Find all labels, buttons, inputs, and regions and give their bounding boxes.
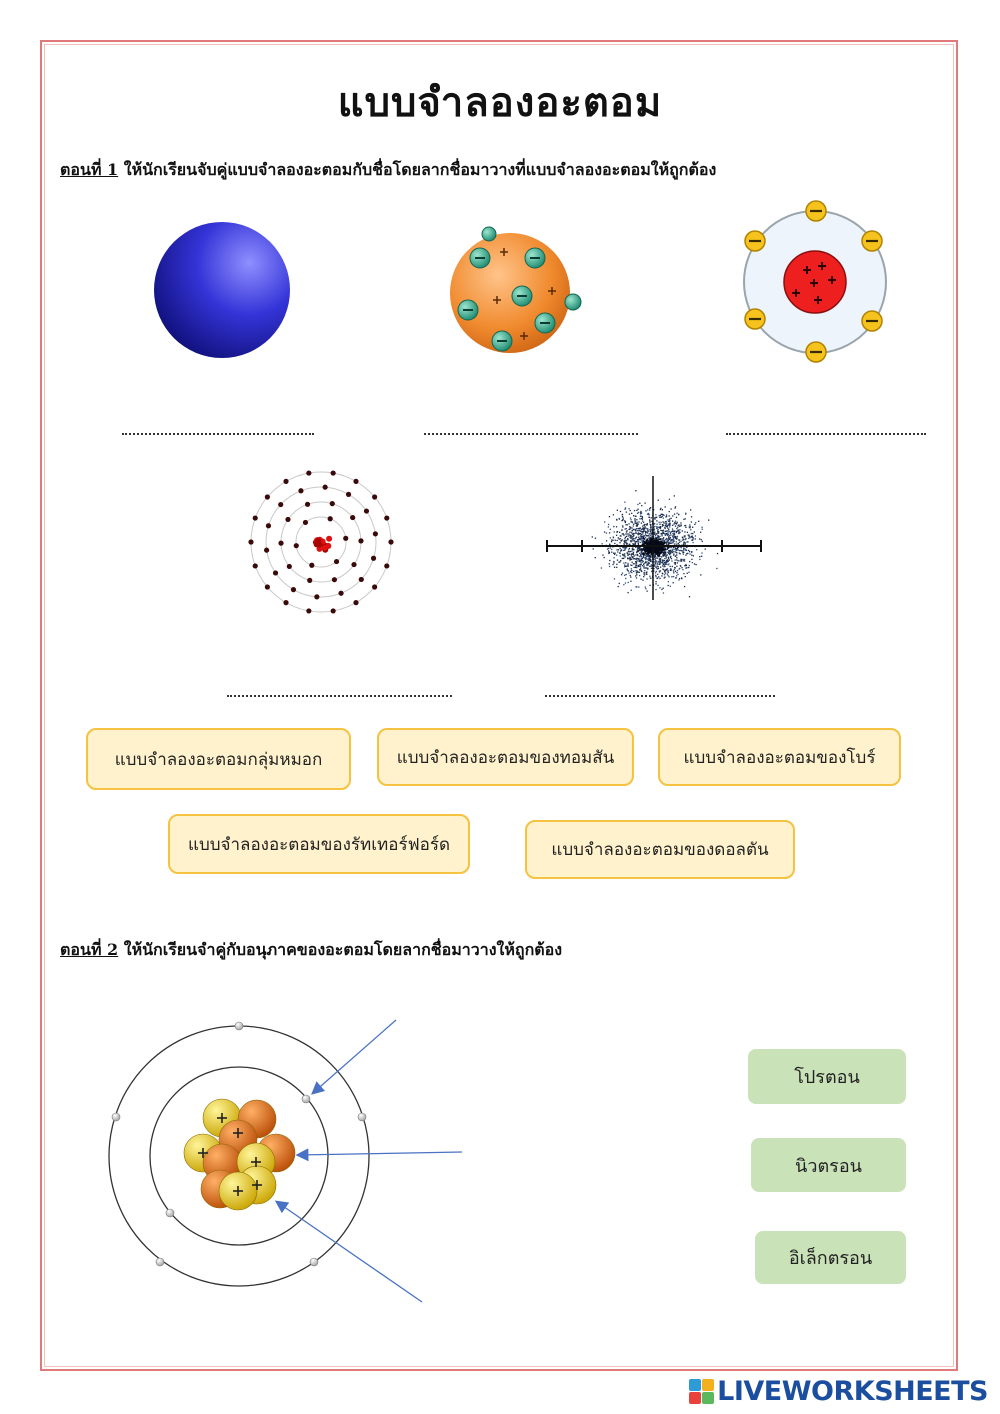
particle-chip-proton[interactable] <box>748 1049 906 1104</box>
brand-text: LIVEWORKSHEETS <box>717 1376 988 1407</box>
model-name-chip-dalton[interactable] <box>525 820 795 879</box>
thomson-model-image <box>440 228 585 358</box>
answer-blank-4[interactable] <box>227 694 452 697</box>
chip-label: แบบจำลองอะตอมกลุ่มหมอก <box>114 749 323 770</box>
model-name-chip-bohr[interactable] <box>658 728 901 786</box>
answer-blank-1[interactable] <box>122 432 314 435</box>
chip-label: แบบจำลองอะตอมของทอมสัน <box>396 747 615 768</box>
chip-label: นิวตรอน <box>795 1155 862 1177</box>
part1-text: ให้นักเรียนจับคู่แบบจำลองอะตอมกับชื่อโดยลากชื่อมาวางที่แบบจำลองอะตอมให้ถูกต้อง <box>118 160 717 179</box>
particle-chip-neutron[interactable] <box>751 1138 906 1192</box>
part1-instruction <box>60 158 716 183</box>
answer-blank-3[interactable] <box>726 432 926 435</box>
rutherford-model-image <box>243 468 398 616</box>
chip-label: แบบจำลองอะตอมของโบร์ <box>683 747 876 768</box>
chip-label: อิเล็กตรอน <box>788 1248 873 1269</box>
dalton-model-image <box>150 218 295 363</box>
part2-instruction <box>60 938 562 963</box>
particle-chip-electron[interactable] <box>755 1231 906 1284</box>
chip-label: โปรตอน <box>794 1067 860 1088</box>
chip-label: แบบจำลองอะตอมของรัทเทอร์ฟอร์ด <box>187 834 450 855</box>
bohr-model-image <box>740 200 890 365</box>
electron-cloud-model-image <box>545 464 765 609</box>
answer-blank-5[interactable] <box>545 694 775 697</box>
part1-label: ตอนที่ 1 <box>60 160 119 179</box>
part2-text: ให้นักเรียนจำคู่กับอนุภาคของอะตอมโดยลากชื่อมาวางให้ถูกต้อง <box>118 940 563 959</box>
liveworksheets-logo-icon <box>689 1379 714 1404</box>
answer-blank-2[interactable] <box>424 432 638 435</box>
part2-label: ตอนที่ 2 <box>60 940 119 959</box>
model-name-chip-cloud[interactable] <box>86 728 351 790</box>
liveworksheets-brand <box>689 1376 988 1407</box>
page-title: แบบจำลองอะตอม <box>337 80 663 126</box>
chip-label: แบบจำลองอะตอมของดอลตัน <box>551 840 769 860</box>
model-name-chip-thomson[interactable] <box>377 728 634 786</box>
atom-structure-diagram <box>100 1015 480 1310</box>
model-name-chip-rutherford[interactable] <box>168 814 470 874</box>
